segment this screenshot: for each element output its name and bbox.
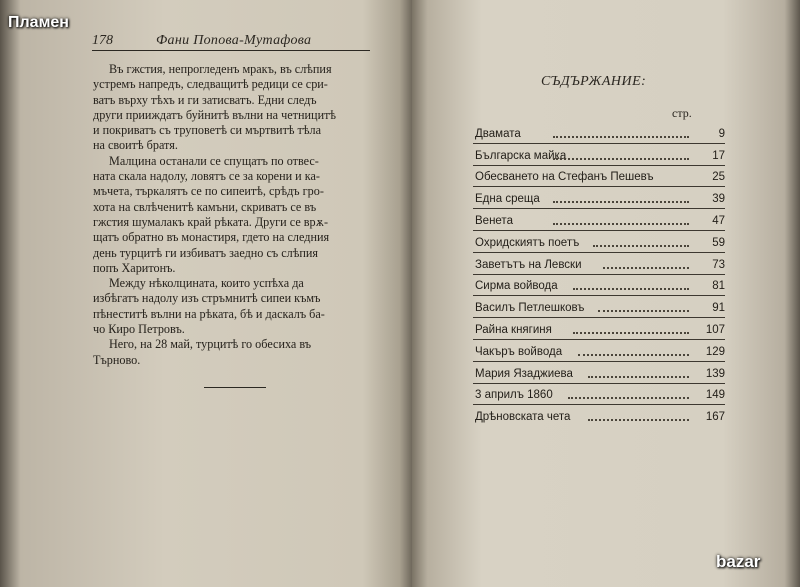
running-head-author: Фани Попова-Мутафова (156, 33, 312, 48)
toc-entry-title: Василъ Петлешковъ (475, 302, 585, 315)
toc-entry-title: Чакъръ войвода (475, 345, 563, 358)
toc-entry-title: Райна княгиня (475, 323, 552, 336)
text-line: Между нѣколцината, които успѣха да (109, 276, 304, 291)
toc-entry[interactable] (473, 253, 725, 275)
toc-entry[interactable] (473, 275, 725, 297)
toc-entry-page: 167 (705, 411, 725, 424)
leader-dots (588, 419, 689, 421)
bazar-logo: bazar (716, 552, 761, 571)
text-line: Малцина останали се спущатъ по отвес- (109, 153, 319, 168)
text-line: гжстия шумалакъ край рѣката. Други се врѫ- (93, 214, 329, 229)
toc-entry-title: Венета (475, 214, 513, 227)
leader-dots (588, 376, 689, 378)
leader-dots (573, 288, 689, 290)
text-line: хота на свлѣченитѣ камъни, скриватъ се въ (93, 199, 317, 214)
text-line: Него, на 28 май, турцитѣ го обесиха въ (109, 337, 312, 352)
text-line: ватъ върху тѣхъ и ги затисватъ. Едни следъ (93, 92, 317, 107)
toc-entry-page: 59 (712, 236, 725, 249)
toc-entry[interactable] (473, 296, 725, 318)
toc-entry-title: Българска майка (475, 149, 567, 162)
toc-entry-page: 73 (712, 258, 725, 271)
leader-dots (573, 332, 689, 334)
toc-entry[interactable] (473, 405, 725, 426)
toc-entry[interactable] (473, 144, 725, 166)
text-line: попъ Харитонъ. (93, 260, 176, 275)
toc-entry[interactable] (473, 362, 725, 384)
toc-entry-title: Обесването на Стефанъ Пешевъ (475, 171, 654, 184)
toc-entry[interactable] (473, 122, 725, 144)
toc-entry[interactable] (473, 318, 725, 340)
toc-entry[interactable] (473, 166, 725, 188)
text-line: чо Киро Петровъ. (93, 322, 185, 337)
toc-entry[interactable] (473, 384, 725, 406)
text-line: Въ гжстия, непрогледенъ мракъ, въ слѣпия (109, 62, 332, 76)
page-number: 178 (92, 33, 113, 48)
leader-dots (553, 136, 689, 138)
leader-dots (598, 310, 689, 312)
toc-entry[interactable] (473, 231, 725, 253)
toc-entry-page: 139 (705, 367, 725, 380)
text-line: други прииждатъ буйнитѣ вълни на четницитѣ (93, 107, 337, 122)
text-line: Търново. (93, 352, 141, 367)
text-line: избѣгатъ надолу изъ стръмнитѣ сипеи къмъ (93, 291, 321, 306)
toc-entry-title: Една среща (475, 193, 540, 206)
toc-entry-title: Мария Язаджиева (475, 367, 573, 380)
page-header (92, 28, 370, 51)
toc-entry-title: Сирма войвода (475, 280, 558, 293)
text-line: и покриватъ съ труповетѣ си мъртвитѣ тѣла (93, 123, 321, 138)
toc-entry-page: 129 (705, 345, 725, 358)
leader-dots (603, 267, 689, 269)
toc-entry[interactable] (473, 340, 725, 362)
toc-entry-page: 39 (712, 193, 725, 206)
leader-dots (553, 223, 689, 225)
text-line: пѣнеститѣ вълни на рѣката, бѣ и даскалъ ба- (93, 306, 325, 321)
toc-entry-title: Двамата (475, 127, 521, 140)
table-of-contents (473, 122, 725, 426)
toc-entry[interactable] (473, 209, 725, 231)
text-line: день турцитѣ ги избиватъ заедно съ слѣпия (93, 245, 318, 260)
leader-dots (553, 201, 689, 203)
text-line: устремъ напредъ, следващитѣ редици се сри- (93, 77, 328, 92)
toc-entry[interactable] (473, 187, 725, 209)
toc-entry-page: 9 (718, 127, 725, 140)
leader-dots (568, 397, 689, 399)
text-line: мъчета, търкалятъ се по сипеитѣ, срѣдъ гро- (93, 184, 324, 199)
body-text (93, 62, 375, 368)
end-rule (204, 387, 266, 388)
toc-entry-page: 47 (712, 214, 725, 227)
toc-entry-title: Дрѣновската чета (475, 411, 571, 424)
leader-dots (593, 245, 689, 247)
toc-entry-page: 149 (705, 389, 725, 402)
toc-entry-page: 91 (712, 302, 725, 315)
seller-watermark: Пламен (8, 14, 69, 31)
toc-entry-page: 17 (712, 149, 725, 162)
toc-entry-title: Заветътъ на Левски (475, 258, 582, 271)
toc-entry-page: 81 (712, 280, 725, 293)
toc-entry-page: 25 (712, 171, 725, 184)
text-line: ната скала надолу, ловятъ се за корени и ка- (93, 169, 320, 184)
text-line: на своитѣ братя. (93, 138, 178, 153)
leader-dots (553, 158, 689, 160)
toc-entry-title: Охридскиятъ поетъ (475, 236, 580, 249)
text-line: щатъ обратно въ монастиря, гдето на следния (93, 230, 330, 245)
toc-entry-page: 107 (705, 323, 725, 336)
page-column-label: стр. (672, 106, 692, 120)
leader-dots (578, 354, 689, 356)
toc-title: СЪДЪРЖАНИЕ: (541, 74, 647, 89)
toc-entry-title: 3 априлъ 1860 (475, 389, 553, 402)
